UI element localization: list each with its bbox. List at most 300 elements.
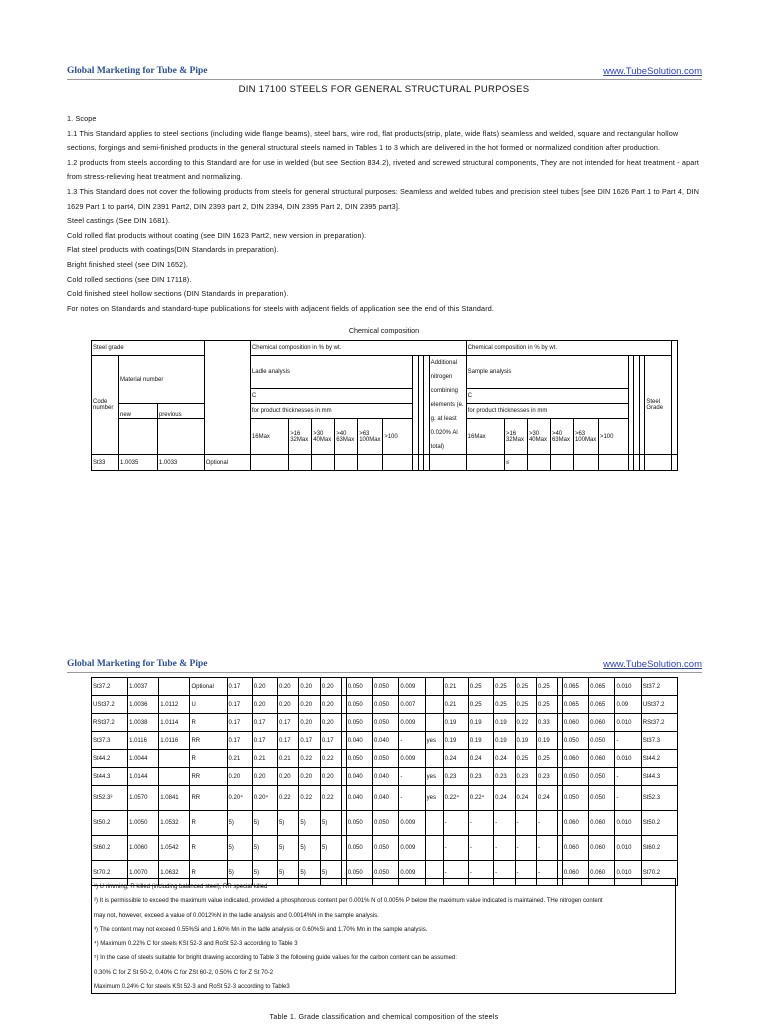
steel-grade-right-header: Steel Grade [645, 356, 672, 455]
table-cell: USt37.2 [92, 696, 128, 714]
table-cell [429, 455, 466, 471]
table-cell: - [494, 861, 515, 886]
table-cell: 0.060 [589, 861, 615, 886]
table-cell: RR [190, 732, 227, 750]
t16-32-header-s: >16 32Max [504, 419, 527, 455]
paragraph: Cold rolled sections (see DIN 17118). [67, 274, 192, 284]
table-cell: 5) [299, 861, 320, 886]
table-cell: 0.20 [252, 696, 277, 714]
table-cell: 0.050 [346, 696, 372, 714]
paragraph: 1.3 This Standard does not cover the following products from steels for general structural purposes: Seamless and welded tubes and precision steel tubes [see DIN 1626 Part 1 to Part 4, DIN 1629 Part 1 to part4, DIN 2391 Part2, DIN 2393 part 2, DIN 2394, DIN 2395 Part 2, DIN 2395 part3]. [67, 186, 700, 211]
table-cell: RSt37.2 [641, 714, 677, 732]
table-cell: St70.2 [92, 861, 128, 886]
table-cell: - [515, 836, 536, 861]
table-cell: yes [425, 768, 443, 786]
table-cell: 0.20 [320, 714, 341, 732]
table-cell: 0.010 [615, 861, 641, 886]
footnote: ⁵) In the case of steels suitable for bright drawing according to Table 3 the following guide values for the carbon content can be assumed: [94, 955, 457, 962]
paragraph: For notes on Standards and standard-tupe publications for steels with adjacent fields of application see the end of this Standard. [67, 303, 495, 313]
table-cell: 0.19 [515, 732, 536, 750]
table-cell: 0.010 [615, 750, 641, 768]
table-row [92, 455, 678, 471]
ladle-header: Ladle analysis [250, 356, 412, 389]
table-cell: 0.060 [589, 714, 615, 732]
table-cell: R [190, 836, 227, 861]
t63-header: >63 100Max [358, 419, 383, 455]
table-cell: 1.0114 [159, 714, 190, 732]
table-cell: 1.0116 [159, 732, 190, 750]
thickness-header: for product thicknesses in mm [250, 404, 412, 419]
table-cell [425, 811, 443, 836]
table-cell: USt37.2 [641, 696, 677, 714]
table-cell: 1.0036 [128, 696, 159, 714]
table-cell: 5) [320, 811, 341, 836]
table-cell: U [190, 696, 227, 714]
table-cell: 1.0070 [128, 861, 159, 886]
table-cell: - [399, 786, 425, 811]
table-cell: 0.19 [494, 732, 515, 750]
steel-grade-header: Steel grade [92, 341, 205, 356]
table-cell: 0.17 [320, 732, 341, 750]
table-cell: 0.21 [443, 696, 468, 714]
paragraph: Bright finished steel (see DIN 1652). [67, 259, 189, 269]
table-cell: St60.2 [641, 836, 677, 861]
table-cell: 0.050 [589, 786, 615, 811]
page-header-2 [67, 659, 702, 673]
table-cell [425, 714, 443, 732]
table-cell: 0.19 [443, 732, 468, 750]
table-cell: R [190, 811, 227, 836]
paragraph: Flat steel products with coatings(DIN Standards in preparation). [67, 245, 279, 255]
table-cell: 0.065 [589, 696, 615, 714]
table-cell: 0.040 [346, 732, 372, 750]
table-cell: 0.009 [399, 811, 425, 836]
table-cell: 0.22 [320, 786, 341, 811]
previous-header: previous [157, 404, 204, 419]
table-cell: St37.2 [641, 678, 677, 696]
table-cell: 0.20 [252, 768, 277, 786]
table-cell: 0.21 [277, 750, 298, 768]
table-cell: 0.23 [515, 768, 536, 786]
table-cell: St44.2 [92, 750, 128, 768]
table-cell: St52.3 [641, 786, 677, 811]
document-title: DIN 17100 STEELS FOR GENERAL STRUCTURAL PURPOSES [238, 84, 530, 95]
table-cell: 0.010 [615, 714, 641, 732]
table-cell: 0.009 [399, 861, 425, 886]
table-cell: 1.0144 [128, 768, 159, 786]
table-cell: 1.0038 [128, 714, 159, 732]
table-cell: 0.060 [589, 750, 615, 768]
carbon-header-sample: C [466, 389, 628, 404]
table-cell: 0.22⁴ [443, 786, 468, 811]
table-cell: 0.24 [537, 786, 558, 811]
table-caption: Table 1. Grade classification and chemical composition of the steels [269, 1012, 499, 1021]
table-cell: - [515, 861, 536, 886]
table-cell: 0.25 [468, 696, 493, 714]
table-cell: - [443, 861, 468, 886]
table-row [92, 786, 678, 811]
footnote: ⁴) Maximum 0.22% C for steels KSt 52-3 and RoSt 52-3 according to Table 3 [94, 941, 298, 948]
scope-text [67, 112, 703, 316]
table-cell [527, 455, 550, 471]
table-cell: 0.040 [373, 786, 399, 811]
table-cell: 0.060 [562, 750, 588, 768]
table-cell: 0.25 [537, 750, 558, 768]
table-cell: 0.17 [299, 732, 320, 750]
table-cell: 5) [277, 836, 298, 861]
table-cell: 0.050 [346, 714, 372, 732]
table-cell: RSt37.2 [92, 714, 128, 732]
table-cell: 5) [277, 811, 298, 836]
table-cell: 0.040 [346, 768, 372, 786]
table-cell: 0.22 [277, 786, 298, 811]
table-cell: 0.060 [562, 714, 588, 732]
paragraph: Steel castings (See DIN 1681). [67, 216, 171, 226]
table-cell: 5) [320, 861, 341, 886]
table-cell: 0.23 [443, 768, 468, 786]
table-cell: 0.17 [252, 732, 277, 750]
table-cell: - [443, 811, 468, 836]
table-cell: R [190, 714, 227, 732]
table-cell: 0.050 [373, 750, 399, 768]
table-cell: 1.0841 [159, 786, 190, 811]
table-cell: 5) [299, 811, 320, 836]
table-cell: 0.050 [373, 714, 399, 732]
table-cell: 1.0044 [128, 750, 159, 768]
table-cell: 0.20 [320, 768, 341, 786]
table-cell: 0.060 [589, 811, 615, 836]
table-cell: 1.0033 [157, 455, 204, 471]
table-cell: 1.0116 [128, 732, 159, 750]
table-cell: 5) [277, 861, 298, 886]
table-cell: 0.17 [227, 678, 252, 696]
table-cell: 0.20 [227, 768, 252, 786]
website-link[interactable]: www.TubeSolution.com [603, 659, 702, 670]
table-cell [383, 455, 413, 471]
carbon-header: C [250, 389, 412, 404]
table-cell: 5) [299, 836, 320, 861]
table-cell: 5) [227, 811, 252, 836]
table-cell: yes [425, 786, 443, 811]
table-cell: 0.19 [468, 714, 493, 732]
table-cell: 1.0532 [159, 811, 190, 836]
table-cell: St37.2 [92, 678, 128, 696]
material-number-header: Material number [119, 356, 205, 404]
table-cell [425, 696, 443, 714]
thickness-header-sample: for product thicknesses in mm [466, 404, 628, 419]
table-cell: 0.17 [252, 714, 277, 732]
table-cell: - [494, 811, 515, 836]
table-cell: St60.2 [92, 836, 128, 861]
table-cell: 0.23 [468, 768, 493, 786]
table-cell [425, 678, 443, 696]
table-cell: 0.17 [227, 732, 252, 750]
t16-32-header: >16 32Max [289, 419, 312, 455]
table-row [92, 696, 678, 714]
table-cell: 0.065 [589, 678, 615, 696]
table-cell [358, 455, 383, 471]
table-cell: Optional [204, 455, 250, 471]
table-cell [425, 836, 443, 861]
table-cell: 0.33 [537, 714, 558, 732]
table-cell: 0.20 [299, 714, 320, 732]
table-cell: 1.0542 [159, 836, 190, 861]
table-cell: 0.20⁴ [252, 786, 277, 811]
table-cell: 0.21 [443, 678, 468, 696]
table-cell [159, 768, 190, 786]
brand-name: Global Marketing for Tube & Pipe [67, 66, 208, 76]
table-cell: 0.050 [562, 786, 588, 811]
table-row [92, 768, 678, 786]
table-cell: 0.20 [277, 696, 298, 714]
table-cell [573, 455, 598, 471]
t100-header-s: >100 [598, 419, 628, 455]
table-cell: 0.060 [589, 836, 615, 861]
t16-header-s: 16Max [466, 419, 504, 455]
table-cell: yes [425, 732, 443, 750]
brand-name: Global Marketing for Tube & Pipe [67, 659, 208, 669]
paragraph: 1.2 products from steels according to this Standard are for use in welded (but see Section 834.2), riveted and screwed structural components, They are not intended for heat treatment - apart from stress-relieving heat treatment and normalizing. [67, 157, 700, 182]
table-cell [335, 455, 358, 471]
table-cell [159, 678, 190, 696]
table-cell [425, 750, 443, 768]
table-cell: 0.23 [494, 768, 515, 786]
chem-table-rows [91, 677, 678, 886]
paragraph: Cold finished steel hollow sections (DIN Standards in preparation). [67, 289, 289, 299]
footnote: may not, however, exceed a value of 0.0012%N in the ladle analysis and 0.0014%N in the sample analysis. [94, 912, 379, 919]
table-cell [289, 455, 312, 471]
table-cell: - [537, 836, 558, 861]
table-cell: 0.22 [299, 786, 320, 811]
table-cell: St50.2 [641, 811, 677, 836]
table-cell: 0.20 [277, 678, 298, 696]
table-cell: St52.3³ [92, 786, 128, 811]
footnote: ³) The content may not exceed 0.55%Si and 1.60% Mn in the ladle analysis or 0.60%Si and 1.70% Mn in the sample analysis. [94, 926, 428, 933]
table-cell: 1.0570 [128, 786, 159, 811]
table-cell: - [537, 861, 558, 886]
footnotes [91, 878, 676, 994]
table-cell: 0.050 [346, 750, 372, 768]
new-header: new [119, 404, 158, 419]
table-cell: Optional [190, 678, 227, 696]
table-cell: 1.0060 [128, 836, 159, 861]
table-cell: 0.040 [346, 786, 372, 811]
table-cell: 0.050 [373, 836, 399, 861]
table-cell: 1.0035 [119, 455, 158, 471]
table-cell: 0.24 [468, 750, 493, 768]
table-row [92, 811, 678, 836]
table-row [92, 750, 678, 768]
table-cell: 0.23 [537, 768, 558, 786]
table-cell [550, 455, 573, 471]
table-cell: 0.050 [373, 861, 399, 886]
table-cell: 0.20 [277, 768, 298, 786]
chem-pct-header-sample: Chemical composition in % by wt. [466, 341, 672, 356]
table-cell: 0.24 [515, 786, 536, 811]
table-cell: 0.009 [399, 836, 425, 861]
footnote: ²) It is permissible to exceed the maximum value indicated, provided a phosphorous content per 0.001% N of 0.005% P below the maximum value indicated is maintained. THe nitrogen content [94, 898, 603, 905]
table-cell: 0.20 [320, 696, 341, 714]
table-cell: 0.19 [494, 714, 515, 732]
table-cell: 0.17 [277, 732, 298, 750]
table-cell: 0.25 [515, 696, 536, 714]
t16-header: 16Max [250, 419, 288, 455]
table-cell: St37.3 [641, 732, 677, 750]
table-row [92, 836, 678, 861]
table-cell: 1.0037 [128, 678, 159, 696]
table-cell: 0.050 [346, 678, 372, 696]
table-cell: 0.22 [515, 714, 536, 732]
additional-nitrogen-header: Additional nitrogen combining elements (e. g. at least 0.020% Al total) [429, 356, 466, 455]
code-number-header: Code number [92, 356, 119, 455]
table-cell: RR [190, 786, 227, 811]
table-cell: - [615, 732, 641, 750]
table-cell: - [468, 836, 493, 861]
table-cell [672, 455, 678, 471]
table-cell: 0.19 [443, 714, 468, 732]
page-header [67, 66, 702, 80]
table-cell: 1.0632 [159, 861, 190, 886]
table-cell: 0.050 [589, 732, 615, 750]
table-cell: - [468, 811, 493, 836]
table-cell: St70.2 [641, 861, 677, 886]
table-row [92, 714, 678, 732]
table-row [92, 732, 678, 750]
chem-pct-header: Chemical composition in % by wt. [250, 341, 466, 356]
table-cell: 0.009 [399, 750, 425, 768]
table-cell: 1.0050 [128, 811, 159, 836]
table-cell: 0.050 [562, 768, 588, 786]
table-cell: St44.3 [92, 768, 128, 786]
table-cell [250, 455, 288, 471]
table-cell: - [515, 811, 536, 836]
table-cell: ≤ [504, 455, 527, 471]
table-cell: 0.040 [373, 732, 399, 750]
table-cell: 0.050 [373, 678, 399, 696]
table-cell: 0.24 [494, 750, 515, 768]
table-cell [159, 750, 190, 768]
table-cell: 5) [320, 836, 341, 861]
table-cell: 0.21 [227, 750, 252, 768]
table-cell: 0.20 [252, 678, 277, 696]
website-link[interactable]: www.TubeSolution.com [603, 66, 702, 77]
table-cell: St44.3 [641, 768, 677, 786]
table-cell [466, 455, 504, 471]
table-cell: 0.040 [373, 768, 399, 786]
table-cell: 0.25 [537, 696, 558, 714]
table-cell: 0.010 [615, 836, 641, 861]
table-cell: 0.17 [227, 714, 252, 732]
table-cell: 5) [252, 836, 277, 861]
table-cell: - [537, 811, 558, 836]
t63-header-s: >63 100Max [573, 419, 598, 455]
table-cell: 0.050 [373, 811, 399, 836]
chem-table-header [91, 340, 678, 471]
table-cell: 0.17 [227, 696, 252, 714]
t40-header-s: >40 63Max [550, 419, 573, 455]
table-cell: R [190, 861, 227, 886]
table-cell: 0.060 [562, 811, 588, 836]
table-cell: 0.22 [299, 750, 320, 768]
table-cell: 5) [252, 861, 277, 886]
table-cell: 0.050 [373, 696, 399, 714]
table-cell: - [399, 732, 425, 750]
footnote: ¹) U rimming, R killed (including balanced steel), RR special killed [94, 884, 268, 890]
t100-header: >100 [383, 419, 413, 455]
table-cell: 0.010 [615, 811, 641, 836]
table-cell: 0.050 [589, 768, 615, 786]
table-cell: 0.050 [346, 811, 372, 836]
table-cell: 0.25 [494, 696, 515, 714]
table-cell: 0.25 [494, 678, 515, 696]
table-cell: - [615, 786, 641, 811]
table-cell: 0.25 [468, 678, 493, 696]
table-cell: - [468, 861, 493, 886]
table-cell: 0.007 [399, 696, 425, 714]
table-cell: 5) [227, 836, 252, 861]
t30-header: >30 40Max [312, 419, 335, 455]
paragraph: Cold rolled flat products without coating (see DIN 1623 Part2, new version in preparation). [67, 230, 367, 240]
table-cell: - [615, 768, 641, 786]
table-cell: 5) [227, 861, 252, 886]
table-cell: St44.2 [641, 750, 677, 768]
table-cell: 0.060 [562, 861, 588, 886]
table-cell: - [443, 836, 468, 861]
t30-header-s: >30 40Max [527, 419, 550, 455]
table-cell: 0.20 [320, 678, 341, 696]
table-cell: - [399, 768, 425, 786]
table-cell [312, 455, 335, 471]
table-cell: 0.25 [537, 678, 558, 696]
table-cell: RR [190, 768, 227, 786]
table-cell: 0.21 [252, 750, 277, 768]
table-cell: 0.009 [399, 678, 425, 696]
table-cell: 5) [252, 811, 277, 836]
table-cell: 0.09 [615, 696, 641, 714]
table-cell: 0.17 [277, 714, 298, 732]
table-cell: R [190, 750, 227, 768]
paragraph: 1. Scope [67, 114, 97, 123]
table-cell: 0.20⁴ [227, 786, 252, 811]
paragraph: 1.1 This Standard applies to steel sections (including wide flange beams), steel bars, wire rod, flat products(strip, plate, wide flats) seamless and welded, square and rectangular hollow sections, forgings and semi-finished products in the general structural steels named in Tables 1 to 3 which are delivered in the hot formed or normalized condition after production. [67, 128, 679, 153]
table-cell: St33 [92, 455, 119, 471]
table-cell: 0.22 [320, 750, 341, 768]
table-cell: St50.2 [92, 811, 128, 836]
table-cell: 0.050 [346, 861, 372, 886]
table-cell [645, 455, 672, 471]
table-cell: 0.060 [562, 836, 588, 861]
table-cell: 0.19 [537, 732, 558, 750]
table-cell: 0.050 [346, 836, 372, 861]
table-cell: 0.065 [562, 696, 588, 714]
sample-header: Sample analysis [466, 356, 628, 389]
table-cell: 0.065 [562, 678, 588, 696]
table-cell: 0.009 [399, 714, 425, 732]
table-cell: 0.050 [562, 732, 588, 750]
table-cell: 0.25 [515, 678, 536, 696]
table-cell [598, 455, 628, 471]
table-cell: 0.24 [443, 750, 468, 768]
table-row [92, 678, 678, 696]
table-cell: 0.22⁴ [468, 786, 493, 811]
footnote: 0.30% C for Z St 50-2, 0.40% C for ZSt 60-2, 0.50% C for Z St 70-2 [94, 969, 274, 976]
table-caption-top: Chemical composition [348, 326, 420, 335]
table-cell: 0.20 [299, 678, 320, 696]
table-cell: 0.25 [515, 750, 536, 768]
table-cell: 0.010 [615, 678, 641, 696]
table-cell: - [494, 836, 515, 861]
footnote: Maximum 0.24% C for steels KSt 52-3 and RoSt 52-3 according to Table3 [94, 984, 290, 991]
